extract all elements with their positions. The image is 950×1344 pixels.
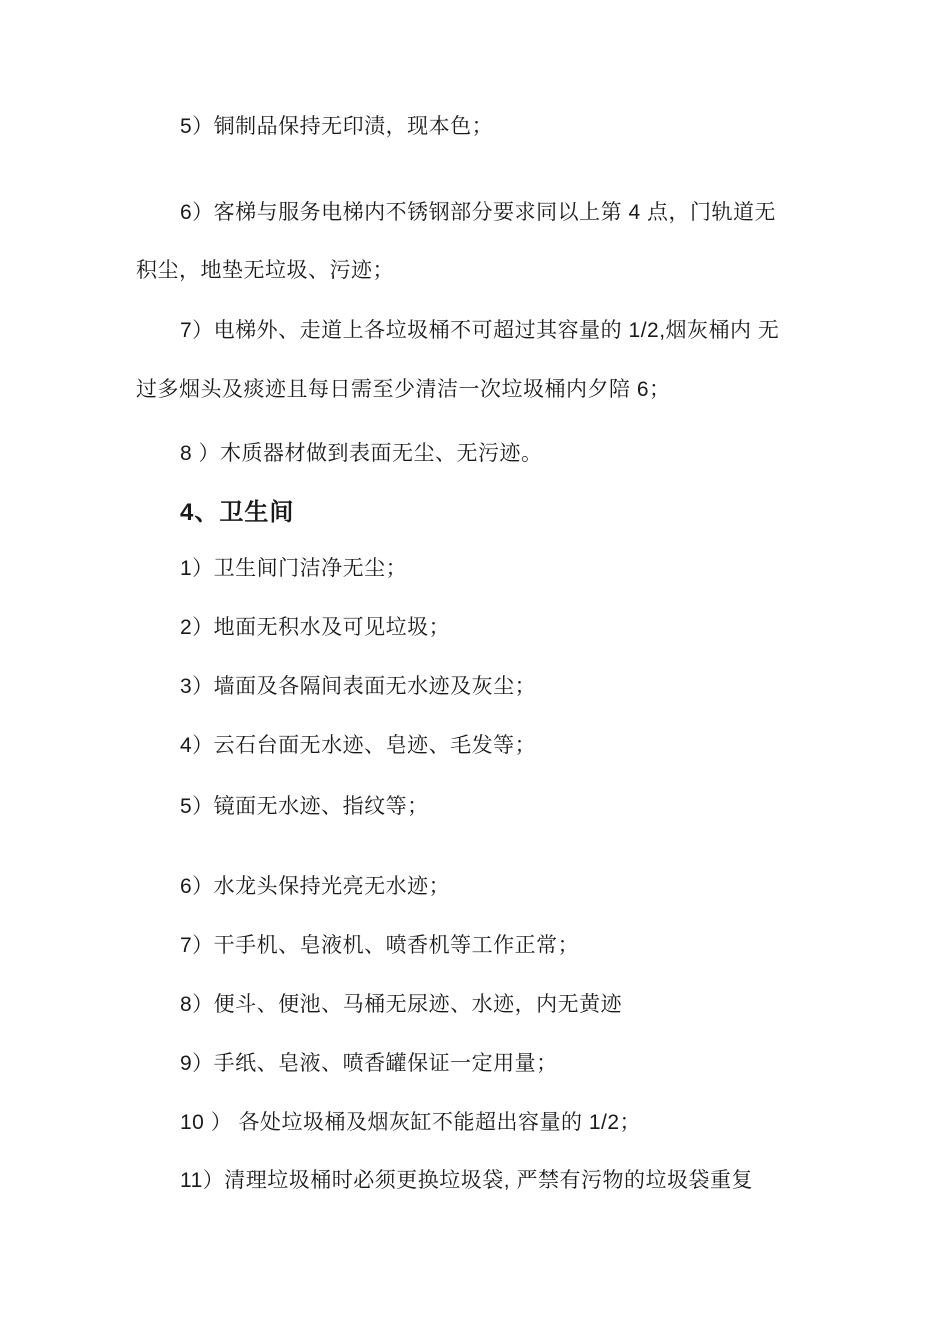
list-item: 2）地面无积水及可见垃圾； (180, 616, 451, 639)
list-item: 10 ） 各处垃圾桶及烟灰缸不能超出容量的 1/2； (180, 1111, 642, 1134)
line-copper-items: 5）铜制品保持无印渍，现本色； (180, 115, 494, 138)
list-item: 3）墙面及各隔间表面无水迹及灰尘； (180, 675, 537, 698)
list-item: 11）清理垃圾桶时必须更换垃圾袋, 严禁有污物的垃圾袋重复 (180, 1169, 753, 1192)
list-item: 7）干手机、皂液机、喷香机等工作正常； (180, 934, 580, 957)
list-item: 4）云石台面无水迹、皂迹、毛发等； (180, 734, 537, 757)
line-trash-bins-cont: 过多烟头及痰迹且每日需至少清洁一次垃圾桶内夕陪 6； (136, 378, 671, 401)
line-elevator-steel: 6）客梯与服务电梯内不锈钢部分要求同以上第 4 点，门轨道无 (180, 201, 777, 224)
list-item: 8）便斗、便池、马桶无尿迹、水迹，内无黄迹 (180, 993, 623, 1016)
line-elevator-steel-cont: 积尘，地垫无垃圾、污迹； (136, 259, 394, 282)
list-item: 9）手纸、皂液、喷香罐保证一定用量； (180, 1052, 558, 1075)
line-trash-bins: 7）电梯外、走道上各垃圾桶不可超过其容量的 1/2,烟灰桶内 无 (180, 319, 780, 342)
list-item: 1）卫生间门洁净无尘； (180, 557, 408, 580)
list-item: 6）水龙头保持光亮无水迹； (180, 875, 451, 898)
section-heading-restroom: 4、卫生间 (180, 499, 295, 526)
list-item: 5）镜面无水迹、指纹等； (180, 795, 429, 818)
line-wood-equipment: 8 ）木质器材做到表面无尘、无污迹。 (180, 442, 543, 465)
